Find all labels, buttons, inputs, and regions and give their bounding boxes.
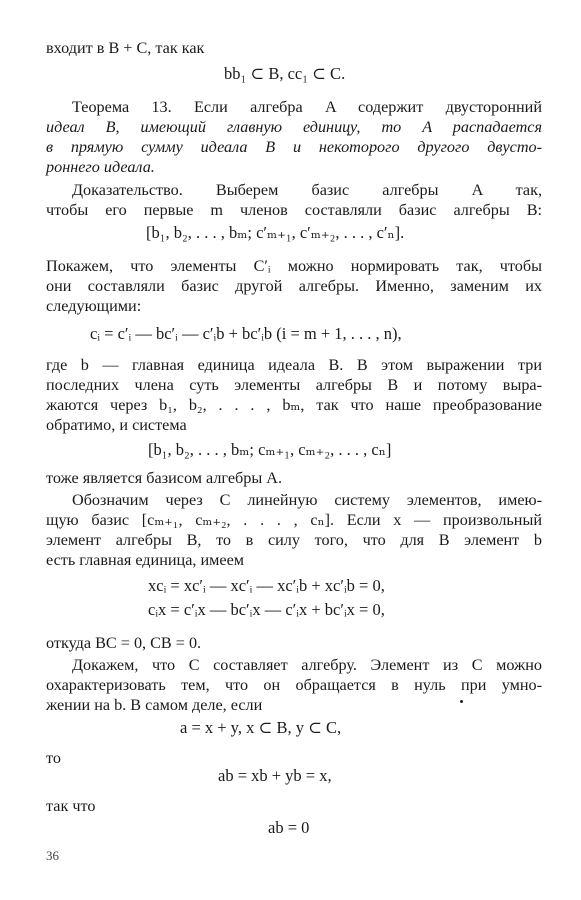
- formula: cᵢ = c′ᵢ — bc′ᵢ — c′ᵢb + bc′ᵢb (i = m + 1, . . . , n),: [90, 324, 402, 343]
- theorem-line: идеал B, имеющий главную единицу, то A распадается: [46, 118, 542, 136]
- text-line: жении на b. В самом деле, если: [46, 696, 263, 714]
- text-line: следующими:: [46, 297, 142, 315]
- text-line: входит в B + C, так как: [46, 39, 205, 57]
- text-line: жаются через b₁, b₂, . . . , bₘ, так что наше преобразование: [46, 396, 542, 414]
- text-line: Докажем, что C составляет алгебру. Элемент из C можно: [72, 656, 542, 674]
- text-line: последних члена суть элементы алгебры B и потому выра-: [46, 376, 542, 394]
- text-line: они составляли базис другой алгебры. Именно, заменим их: [46, 277, 542, 295]
- text-line: Покажем, что элементы C′ᵢ можно нормировать так, чтобы: [46, 257, 542, 275]
- text-line: где b — главная единица идеала B. В этом выражении три: [46, 356, 542, 374]
- theorem-line: роннего идеала.: [46, 158, 155, 176]
- formula: [b₁, b₂, . . . , bₘ; c′ₘ₊₁, c′ₘ₊₂, . . . , c′ₙ].: [146, 223, 405, 242]
- text-line: охарактеризовать тем, что он обращается в нуль при умно-: [46, 676, 542, 694]
- text-line: чтобы его первые m членов составляли базис алгебры B:: [46, 201, 542, 219]
- text-line: щую базис [cₘ₊₁, cₘ₊₂, . . . , cₙ]. Если x — произвольный: [46, 511, 542, 529]
- text-line: Доказательство. Выберем базис алгебры A так,: [72, 181, 542, 199]
- theorem-line: Теорема 13. Если алгебра A содержит двусторонний: [72, 98, 542, 116]
- text-line: откуда BC = 0, CB = 0.: [46, 634, 202, 652]
- text-line: так что: [46, 797, 96, 815]
- page-number: 36: [46, 848, 59, 863]
- text-line: есть главная единица, имеем: [46, 551, 244, 569]
- formula: cᵢx = c′ᵢx — bc′ᵢx — c′ᵢx + bc′ᵢx = 0,: [148, 600, 385, 619]
- formula: bb₁ ⊂ B, cc₁ ⊂ C.: [224, 64, 346, 83]
- formula: ab = 0: [268, 818, 310, 837]
- formula: xcᵢ = xc′ᵢ — xc′ᵢ — xc′ᵢb + xc′ᵢb = 0,: [148, 576, 385, 595]
- text-line: тоже является базисом алгебры A.: [46, 469, 283, 487]
- text-line: обратимо, и система: [46, 416, 187, 434]
- text-line: то: [46, 749, 61, 767]
- print-speck: [460, 700, 463, 703]
- theorem-line: в прямую сумму идеала B и некоторого другого двусто-: [46, 138, 542, 156]
- text-line: Обозначим через C линейную систему элементов, имею-: [72, 491, 542, 509]
- formula: a = x + y, x ⊂ B, y ⊂ C,: [180, 718, 342, 737]
- formula: ab = xb + yb = x,: [218, 766, 332, 785]
- formula: [b₁, b₂, . . . , bₘ; cₘ₊₁, cₘ₊₂, . . . , cₙ]: [148, 440, 392, 459]
- text-line: элемент алгебры B, то в силу того, что для B элемент b: [46, 531, 542, 549]
